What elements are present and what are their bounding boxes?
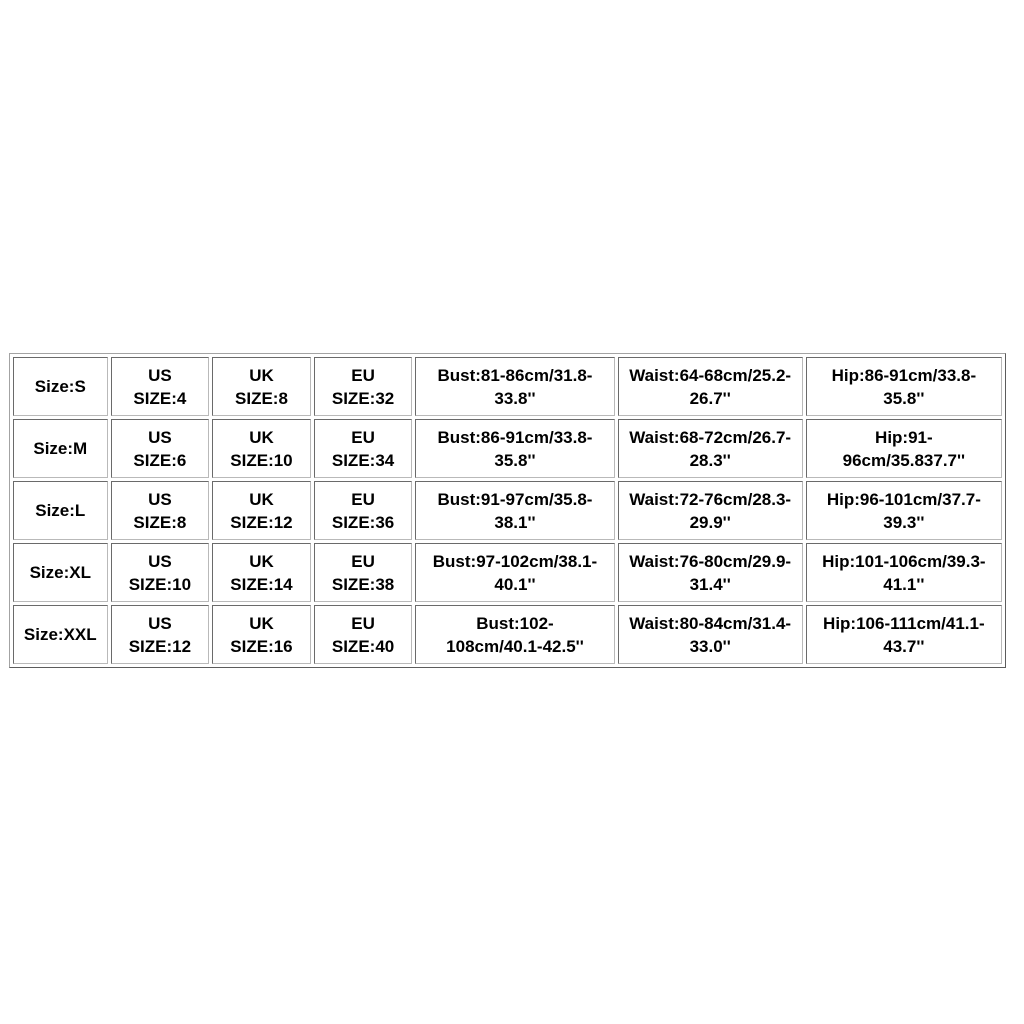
size-cell — [13, 543, 108, 602]
hip-cell — [806, 481, 1002, 540]
hip-line: 35.8'' — [883, 388, 925, 408]
table-row — [13, 419, 1002, 478]
bust-line: Bust:91-97cm/35.8- — [437, 489, 593, 509]
eu-size-line: EU — [351, 365, 375, 385]
bust-cell — [415, 605, 614, 664]
waist-cell — [618, 419, 803, 478]
bust-line: Bust:102- — [476, 613, 554, 633]
size-cell — [13, 605, 108, 664]
waist-line: 28.3'' — [689, 450, 731, 470]
size-label: Size:L — [35, 501, 86, 520]
uk-size-line: UK — [249, 427, 274, 447]
bust-line: Bust:86-91cm/33.8- — [437, 427, 593, 447]
us-size-cell — [111, 481, 210, 540]
us-size-line: US — [148, 489, 172, 509]
size-cell — [13, 357, 108, 416]
us-size-line: SIZE:8 — [133, 512, 187, 532]
waist-line: Waist:68-72cm/26.7- — [629, 427, 792, 447]
hip-line: Hip:106-111cm/41.1- — [823, 613, 985, 633]
uk-size-line: UK — [249, 365, 274, 385]
hip-line: 41.1'' — [883, 574, 925, 594]
bust-line: 108cm/40.1-42.5'' — [446, 636, 584, 656]
us-size-cell — [111, 543, 210, 602]
uk-size-line: SIZE:10 — [230, 450, 293, 470]
us-size-line: SIZE:12 — [128, 636, 192, 656]
eu-size-cell — [314, 481, 413, 540]
bust-line: 35.8'' — [494, 450, 536, 470]
waist-line: 29.9'' — [689, 512, 731, 532]
table-row — [13, 357, 1002, 416]
eu-size-line: SIZE:32 — [331, 388, 395, 408]
eu-size-line: SIZE:34 — [331, 450, 395, 470]
uk-size-line: UK — [249, 489, 274, 509]
uk-size-cell — [212, 419, 311, 478]
hip-cell — [806, 605, 1002, 664]
hip-line: 39.3'' — [883, 512, 925, 532]
us-size-cell — [111, 419, 210, 478]
eu-size-line: SIZE:40 — [331, 636, 395, 656]
hip-line: Hip:91- — [875, 427, 933, 447]
uk-size-cell — [212, 605, 311, 664]
waist-line: Waist:72-76cm/28.3- — [629, 489, 792, 509]
bust-cell — [415, 419, 614, 478]
hip-line: Hip:86-91cm/33.8- — [831, 365, 977, 385]
uk-size-line: SIZE:8 — [235, 388, 288, 408]
eu-size-cell — [314, 357, 413, 416]
us-size-line: US — [148, 551, 172, 571]
eu-size-line: SIZE:36 — [331, 512, 395, 532]
waist-line: 26.7'' — [689, 388, 731, 408]
uk-size-line: SIZE:16 — [230, 636, 293, 656]
bust-line: 38.1'' — [494, 512, 536, 532]
table-row — [13, 481, 1002, 540]
size-label: Size:XL — [29, 563, 91, 582]
table-row — [13, 543, 1002, 602]
us-size-cell — [111, 605, 210, 664]
uk-size-cell — [212, 543, 311, 602]
hip-line: 43.7'' — [883, 636, 925, 656]
eu-size-line: EU — [351, 489, 375, 509]
hip-line: Hip:101-106cm/39.3- — [822, 551, 986, 571]
table-row — [13, 605, 1002, 664]
bust-line: Bust:81-86cm/31.8- — [437, 365, 593, 385]
hip-cell — [806, 357, 1002, 416]
eu-size-line: SIZE:38 — [331, 574, 395, 594]
uk-size-line: UK — [249, 551, 274, 571]
uk-size-line: UK — [249, 613, 274, 633]
uk-size-line: SIZE:12 — [230, 512, 293, 532]
us-size-line: SIZE:4 — [133, 388, 187, 408]
us-size-cell — [111, 357, 210, 416]
waist-line: 33.0'' — [689, 636, 731, 656]
bust-line: 40.1'' — [494, 574, 536, 594]
hip-cell — [806, 543, 1002, 602]
eu-size-cell — [314, 419, 413, 478]
size-cell — [13, 481, 108, 540]
bust-line: Bust:97-102cm/38.1- — [432, 551, 598, 571]
uk-size-cell — [212, 481, 311, 540]
waist-line: Waist:80-84cm/31.4- — [629, 613, 792, 633]
size-label: Size:XXL — [23, 625, 97, 644]
eu-size-line: EU — [351, 427, 375, 447]
us-size-line: US — [148, 427, 172, 447]
uk-size-line: SIZE:14 — [230, 574, 293, 594]
size-cell — [13, 419, 108, 478]
waist-cell — [618, 605, 803, 664]
eu-size-line: EU — [351, 551, 375, 571]
size-chart-table — [9, 353, 1006, 668]
bust-line: 33.8'' — [494, 388, 536, 408]
waist-cell — [618, 543, 803, 602]
hip-line: Hip:96-101cm/37.7- — [826, 489, 981, 509]
us-size-line: US — [148, 365, 172, 385]
us-size-line: SIZE:6 — [133, 450, 187, 470]
size-label: Size:M — [33, 439, 88, 458]
eu-size-line: EU — [351, 613, 375, 633]
waist-cell — [618, 357, 803, 416]
bust-cell — [415, 481, 614, 540]
uk-size-cell — [212, 357, 311, 416]
waist-line: Waist:64-68cm/25.2- — [629, 365, 792, 385]
hip-line: 96cm/35.837.7'' — [842, 450, 966, 470]
eu-size-cell — [314, 605, 413, 664]
us-size-line: SIZE:10 — [128, 574, 192, 594]
eu-size-cell — [314, 543, 413, 602]
waist-cell — [618, 481, 803, 540]
hip-cell — [806, 419, 1002, 478]
bust-cell — [415, 357, 614, 416]
waist-line: 31.4'' — [689, 574, 731, 594]
size-label: Size:S — [34, 377, 86, 396]
waist-line: Waist:76-80cm/29.9- — [629, 551, 792, 571]
bust-cell — [415, 543, 614, 602]
us-size-line: US — [148, 613, 172, 633]
